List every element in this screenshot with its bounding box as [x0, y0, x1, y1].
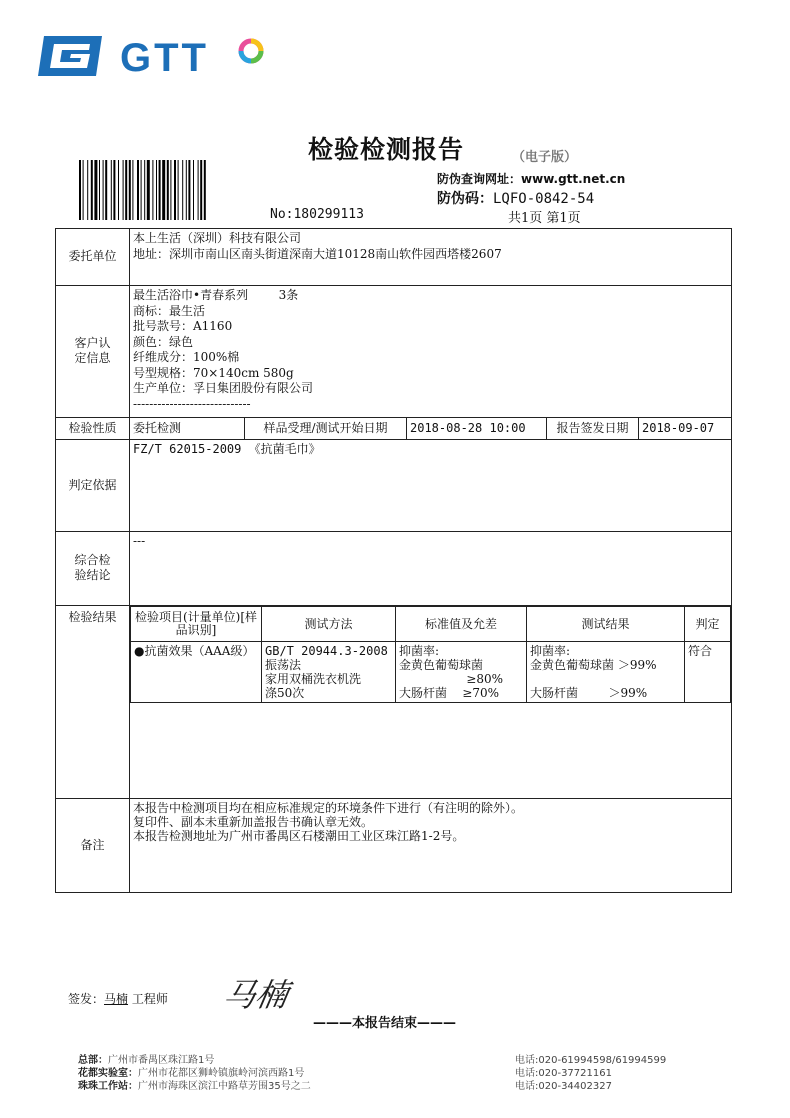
barcode-bar [152, 160, 153, 220]
logo-text: GTT [120, 36, 209, 80]
col-result-header: 测试结果 [527, 607, 685, 642]
test-result [527, 642, 685, 703]
conclusion-value: --- [130, 532, 732, 606]
method-line: 振荡法 [265, 658, 302, 672]
barcode-bar [105, 160, 107, 220]
issue-label: 报告签发日期 [547, 418, 639, 440]
sample-line: 颜色：绿色 [133, 334, 194, 349]
barcode [78, 160, 268, 220]
remarks-row [56, 799, 732, 893]
barcode-bar [83, 160, 84, 220]
sign-label: 签发： [68, 992, 105, 1006]
col-verdict-header: 判定 [685, 607, 731, 642]
anti-counterfeit-line [437, 188, 594, 208]
barcode-bar [178, 160, 179, 220]
barcode-bar [182, 160, 183, 220]
remark-line: 本报告检测地址为广州市番禺区石楼潮田工业区珠江路1-2号。 [133, 829, 465, 843]
query-label: 防伪查询网址： [437, 172, 522, 186]
barcode-bar [137, 160, 139, 220]
barcode-bar [170, 160, 171, 220]
barcode-bar [91, 160, 93, 220]
remarks-label: 备注 [56, 799, 130, 893]
barcode-bar [111, 160, 112, 220]
results-table [130, 606, 731, 703]
barcode-bar [186, 160, 187, 220]
barcode-bar [204, 160, 206, 220]
results-row [56, 606, 732, 799]
results-label: 检验结果 [56, 606, 130, 799]
signer-name: 马楠 [104, 992, 129, 1006]
barcode-bar [79, 160, 81, 220]
receive-label: 样品受理/测试开始日期 [245, 418, 407, 440]
nature-row [56, 418, 732, 440]
barcode-bar [129, 160, 131, 220]
barcode-bar [94, 160, 97, 220]
receive-value: 2018-08-28 10:00 [407, 418, 547, 440]
barcode-bar [200, 160, 202, 220]
sample-line: 最生活浴巾•青春系列 3条 [133, 288, 299, 302]
standard-line: 抑菌率: [399, 644, 440, 658]
phone-line: 电话:020-34402327 [515, 1081, 612, 1092]
anti-code: LQFO-0842-54 [493, 191, 595, 207]
result-line: 抑菌率: [530, 644, 571, 658]
client-address: 地址：深圳市南山区南头街道深南大道10128南山软件园西塔楼2607 [133, 246, 502, 261]
client-row [56, 229, 732, 286]
remark-line: 复印件、副本未重新加盖报告书确认章无效。 [133, 815, 374, 829]
basis-value: FZ/T 62015-2009 《抗菌毛巾》 [130, 440, 732, 532]
result-row [131, 642, 731, 703]
barcode-bar [87, 160, 88, 220]
address-line: 总部：广州市番禺区珠江路1号 [78, 1055, 215, 1066]
standard-line: ≥80% [466, 672, 503, 686]
barcode-bar [147, 160, 150, 220]
barcode-bar [162, 160, 165, 220]
barcode-bar [132, 160, 133, 220]
remark-line: 本报告中检测项目均在相应标准规定的环境条件下进行（有注明的除外）。 [133, 801, 524, 815]
sample-line: 批号款号：A1160 [133, 319, 233, 333]
anti-label: 防伪码： [437, 191, 493, 207]
basis-label: 判定依据 [56, 440, 130, 532]
sample-line: 生产单位：孚日集团股份有限公司 [133, 381, 314, 395]
phone-line: 电话:020-61994598/61994599 [515, 1055, 667, 1066]
method-line: 涤50次 [265, 686, 305, 700]
barcode-bar [159, 160, 161, 220]
phone-line: 电话:020-37721161 [515, 1068, 612, 1079]
barcode-bar [167, 160, 169, 220]
barcode-bar [113, 160, 115, 220]
test-standard [396, 642, 527, 703]
sample-label: 客户认定信息 [56, 286, 130, 418]
client-name: 本上生活（深圳）科技有限公司 [133, 231, 302, 245]
sample-line: ----------------------------- [133, 396, 251, 411]
sample-row [56, 286, 732, 418]
test-method [262, 642, 396, 703]
barcode-bar [198, 160, 199, 220]
barcode-bar [174, 160, 176, 220]
sample-line: 纤维成分：100%棉 [133, 350, 240, 364]
barcode-bar [125, 160, 127, 220]
standard-line: 大肠杆菌 ≥70% [399, 686, 499, 700]
barcode-bar [118, 160, 119, 220]
signer-title: 工程师 [131, 992, 168, 1006]
result-line: 金黄色葡萄球菌 ＞99% [530, 658, 657, 672]
sample-line: 号型规格：70×140cm 580g [133, 365, 294, 380]
method-line: 家用双桶洗衣机洗 [265, 672, 362, 686]
barcode-bar [156, 160, 157, 220]
nature-value: 委托检测 [130, 418, 245, 440]
col-method-header: 测试方法 [262, 607, 396, 642]
page-count: 共1页 第1页 [508, 211, 581, 226]
address-block [78, 1054, 311, 1093]
barcode-bar [193, 160, 194, 220]
client-label: 委托单位 [56, 229, 130, 286]
barcode-bar [123, 160, 124, 220]
test-item: ●抗菌效果（AAA级） [131, 642, 262, 703]
report-end: ———本报告结束——— [313, 1016, 457, 1031]
result-line: 大肠杆菌 ＞99% [530, 686, 648, 700]
gtt-logo-icon [34, 34, 106, 78]
signoff [68, 990, 168, 1007]
sample-line: 商标：最生活 [133, 303, 206, 318]
issue-value: 2018-09-07 [639, 418, 732, 440]
conclusion-label: 综合检验结论 [56, 532, 130, 606]
phone-block [515, 1054, 666, 1093]
address-line: 花都实验室：广州市花都区狮岭镇旗岭河滨西路1号 [78, 1068, 305, 1079]
handwritten-signature: 马楠 [220, 976, 292, 1014]
col-item-header: 检验项目(计量单位)[样品识别] [131, 607, 262, 642]
color-ring-icon [236, 36, 266, 66]
report-number: No:180299113 [270, 207, 364, 222]
nature-label: 检验性质 [56, 418, 130, 440]
test-verdict: 符合 [685, 642, 731, 703]
query-url[interactable]: www.gtt.net.cn [521, 172, 626, 186]
barcode-bar [99, 160, 100, 220]
conclusion-row [56, 532, 732, 606]
edition-label: （电子版） [512, 150, 578, 165]
report-title: 检验检测报告 [308, 135, 465, 164]
barcode-bar [103, 160, 104, 220]
barcode-bar [144, 160, 145, 220]
col-standard-header: 标准值及允差 [396, 607, 527, 642]
standard-line: 金黄色葡萄球菌 [399, 658, 484, 672]
report-table [55, 228, 732, 893]
address-line: 珠珠工作站：广州市海珠区滨江中路草芳围35号之二 [78, 1081, 311, 1092]
query-url-line [437, 170, 625, 187]
barcode-bar [188, 160, 190, 220]
basis-row [56, 440, 732, 532]
method-standard: GB/T 20944.3-2008 [265, 644, 388, 658]
barcode-bar [141, 160, 142, 220]
